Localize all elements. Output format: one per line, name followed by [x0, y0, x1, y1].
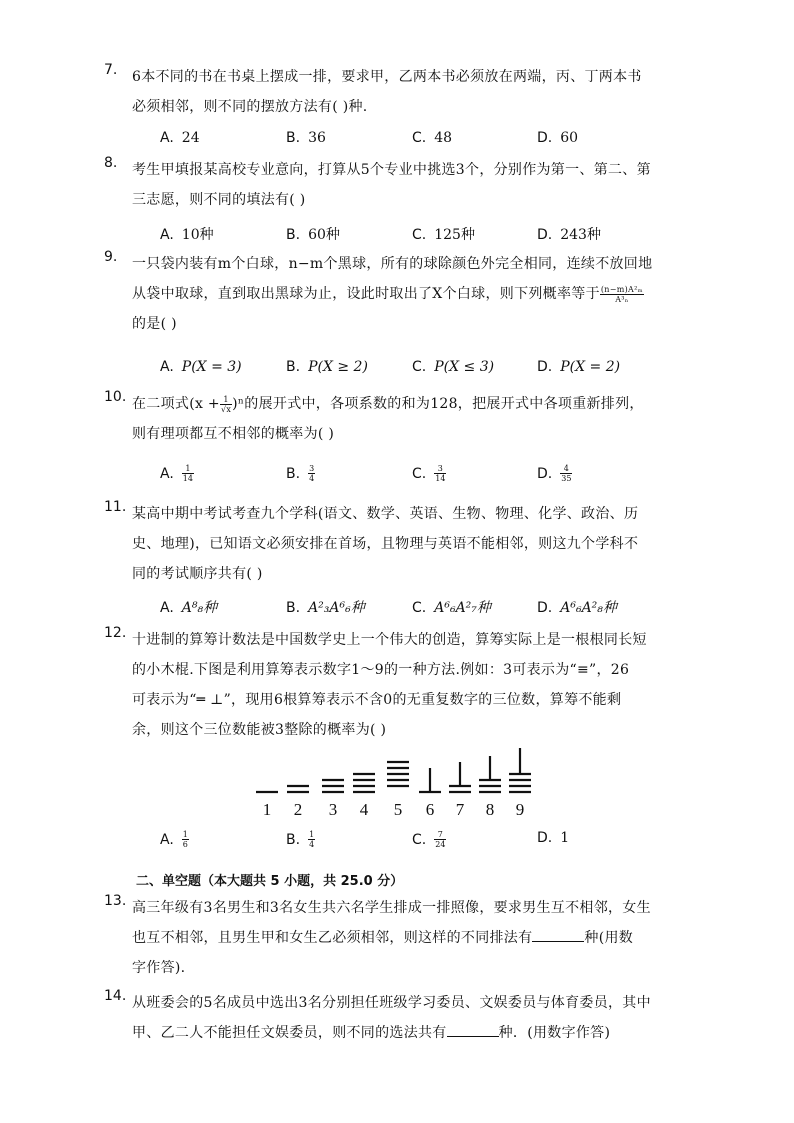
question-text: 高三年级有3名男生和3名女生共六名学生排成一排照像，要求男生互不相邻，女生	[132, 900, 651, 916]
digit-label: 4	[359, 800, 369, 819]
question-text: 十进制的算筹计数法是中国数学史上一个伟大的创造，算筹实际上是一根根同长短	[132, 632, 647, 648]
options-8	[160, 224, 680, 248]
probability-fraction: $\frac{\text{(n−m)A²ₘ}}{\text{A³ₙ}}$	[600, 284, 643, 304]
digit-label: 9	[515, 800, 525, 819]
question-11	[104, 499, 672, 589]
rod-digit-9	[509, 748, 531, 792]
question-text: 的小木棍.下图是利用算筹表示数字1～9的一种方法.例如：3可表示为“≡”，26	[132, 662, 630, 678]
option-a[interactable]: A. 24	[160, 130, 200, 146]
option-a[interactable]: A. $\frac{1}{14}$	[160, 464, 193, 483]
question-text: 也互不相邻，且男生甲和女生乙必须相邻，则这样的不同排法有 种(用数	[132, 923, 672, 953]
option-d[interactable]: D. A⁶₆A²₈种	[537, 600, 617, 616]
question-9	[104, 249, 672, 339]
option-c[interactable]: C. $\frac{3}{14}$	[412, 464, 446, 483]
answer-blank[interactable]	[532, 927, 584, 942]
rod-digit-7	[449, 762, 471, 792]
question-number: 14.	[104, 988, 127, 1004]
question-number: 7.	[104, 62, 118, 78]
rod-digit-4	[353, 774, 375, 792]
question-text: 某高中期中考试考查九个学科(语文、数学、英语、生物、物理、化学、政治、历	[132, 506, 639, 522]
option-b[interactable]: B. $\frac{1}{4}$	[286, 830, 315, 849]
digit-label: 6	[425, 800, 435, 819]
question-number: 8.	[104, 155, 118, 171]
option-a[interactable]: A. 10种	[160, 227, 214, 243]
question-13	[104, 893, 672, 983]
question-number: 12.	[104, 625, 127, 641]
option-b[interactable]: B. 36	[286, 130, 326, 146]
digit-label: 1	[262, 800, 272, 819]
options-10	[160, 464, 680, 488]
section-heading: 二、单空题（本大题共 5 小题，共 25.0 分）	[136, 874, 404, 889]
option-c[interactable]: C. $\frac{7}{24}$	[412, 830, 446, 849]
question-text: 从班委会的5名成员中选出3名分别担任班级学习委员、文娱委员与体育委员，其中	[132, 995, 651, 1011]
option-c[interactable]: C. 125种	[412, 227, 475, 243]
question-text: 字作答).	[132, 960, 186, 976]
question-text: 余，则这个三位数能被3整除的概率为( )	[132, 722, 387, 738]
option-d[interactable]: D. $\frac{4}{35}$	[537, 464, 572, 483]
rod-digit-2	[287, 786, 309, 792]
option-b[interactable]: B. $\frac{3}{4}$	[286, 464, 315, 483]
question-number: 13.	[104, 893, 127, 909]
answer-blank[interactable]	[447, 1022, 499, 1037]
option-d[interactable]: D. 1	[537, 830, 570, 846]
question-text: 一只袋内装有m个白球，n−m个黑球，所有的球除颜色外完全相同，连续不放回地	[132, 256, 653, 272]
question-text: 的是( )	[132, 316, 177, 332]
option-c[interactable]: C. 48	[412, 130, 453, 146]
question-text: 必须相邻，则不同的摆放方法有( )种.	[132, 99, 368, 115]
question-text: 可表示为“═ ⊥”，现用6根算筹表示不含0的无重复数字的三位数，算筹不能剩	[132, 692, 622, 708]
question-text: 甲、乙二人不能担任文娱委员，则不同的选法共有 种．(用数字作答)	[132, 1018, 672, 1048]
counting-rods-figure	[248, 742, 548, 822]
question-8	[104, 155, 672, 215]
option-a[interactable]: A. P(X = 3)	[160, 359, 242, 375]
options-9	[160, 359, 680, 383]
digit-label: 7	[455, 800, 465, 819]
option-a[interactable]: A. $\frac{1}{6}$	[160, 830, 188, 849]
options-7	[160, 130, 680, 154]
digit-label: 8	[485, 800, 495, 819]
digit-label: 5	[393, 800, 403, 819]
question-10	[104, 389, 672, 449]
question-text: 三志愿，则不同的填法有( )	[132, 192, 306, 208]
question-number: 9.	[104, 249, 118, 265]
rod-glyphs	[256, 748, 531, 792]
question-number: 10.	[104, 389, 127, 405]
options-12	[160, 830, 680, 854]
option-c[interactable]: C. P(X ≤ 3)	[412, 359, 495, 375]
option-d[interactable]: D. P(X = 2)	[537, 359, 621, 375]
question-text: 考生甲填报某高校专业意向，打算从5个专业中挑选3个，分别作为第一、第二、第	[132, 162, 651, 178]
question-text: 从袋中取球，直到取出黑球为止，设此时取出了X个白球，则下列概率等于 $\frac{\text{(n−m)A²ₘ}}{\text{A³ₙ}}$	[132, 284, 643, 304]
question-12	[104, 625, 672, 745]
question-14	[104, 988, 672, 1048]
question-number: 11.	[104, 499, 127, 515]
option-b[interactable]: B. 60种	[286, 227, 340, 243]
question-7	[104, 62, 672, 122]
option-b[interactable]: B. A²₃A⁶₆种	[286, 600, 365, 616]
question-text: 在二项式(x + $\frac{1}{√x}$ )ⁿ的展开式中，各项系数的和为128，把展开式中各项重新排列，	[132, 394, 644, 414]
question-text: 则有理项都互不相邻的概率为( )	[132, 426, 335, 442]
digit-label: 3	[328, 800, 338, 819]
question-text: 史、地理)，已知语文必须安排在首场，且物理与英语不能相邻，则这九个学科不	[132, 536, 639, 552]
rod-digit-5	[387, 762, 409, 786]
question-text: 6本不同的书在书桌上摆成一排，要求甲，乙两本书必须放在两端，丙、丁两本书	[132, 69, 642, 85]
rod-digit-6	[419, 768, 441, 792]
option-d[interactable]: D. 60	[537, 130, 579, 146]
option-b[interactable]: B. P(X ≥ 2)	[286, 359, 368, 375]
digit-label: 2	[293, 800, 303, 819]
option-c[interactable]: C. A⁶₆A²₇种	[412, 600, 491, 616]
rod-digit-8	[479, 756, 501, 792]
option-a[interactable]: A. A⁸₈种	[160, 600, 218, 616]
rod-digit-3	[322, 780, 344, 792]
option-d[interactable]: D. 243种	[537, 227, 601, 243]
question-text: 同的考试顺序共有( )	[132, 566, 263, 582]
options-11	[160, 597, 680, 621]
